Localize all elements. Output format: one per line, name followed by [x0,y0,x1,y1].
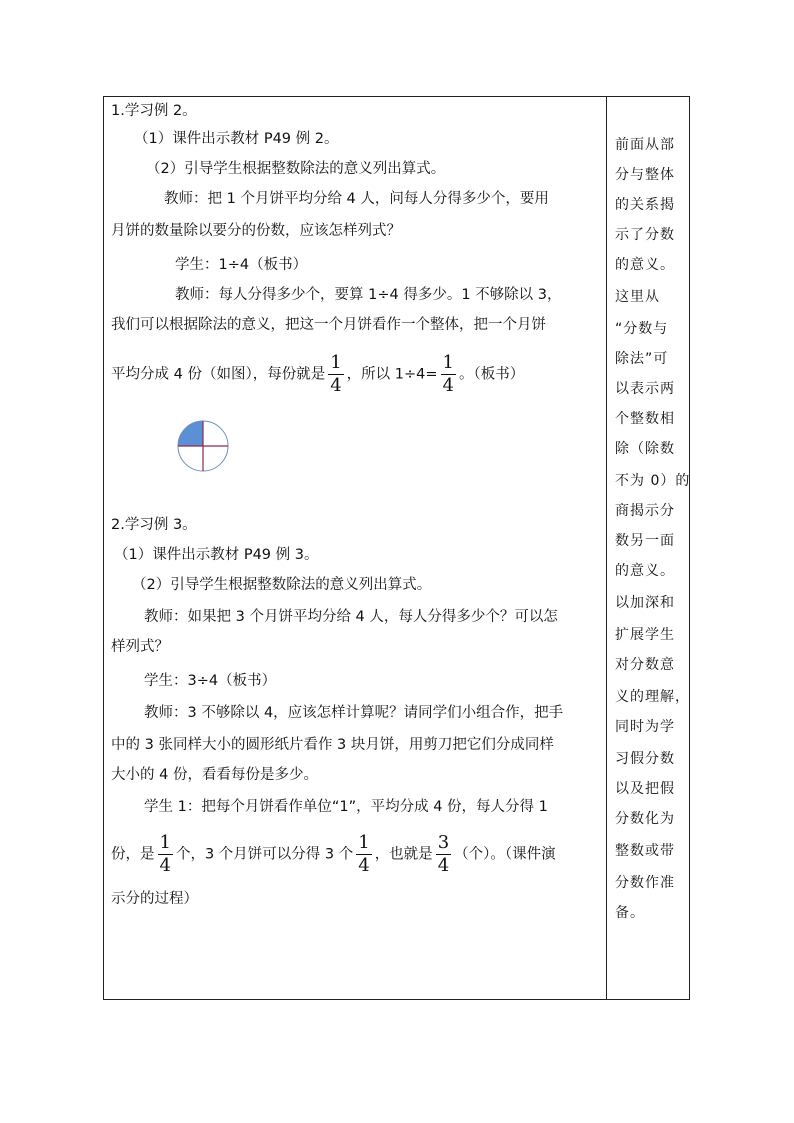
side-note-line: 以加深和 [615,595,675,611]
fraction-numerator: 1 [159,832,171,853]
side-note-line: 分数化为 [615,811,675,827]
circle-diagram-svg [176,419,230,473]
text-line: 示分的过程） [111,891,198,907]
text-line: 我们可以根据除法的意义，把这一个月饼看作一个整体，把一个月饼 [111,317,546,333]
text-segment: ，也就是 [374,846,433,863]
fraction [436,833,451,876]
fraction-denominator: 4 [330,375,342,396]
text-segment: 平均分成 4 份（如图），每份就是 [111,366,326,383]
section-1-heading: 1.学习例 2。 [111,103,197,119]
side-note-line: 整数或带 [615,843,675,859]
side-note-line: 的关系揭 [615,197,675,213]
side-note-line: 习假分数 [615,751,675,767]
fraction-numerator: 1 [358,832,370,853]
lesson-content-cell [104,97,606,999]
text-line: 样列式？ [111,639,169,655]
side-note-line: 的意义。 [615,563,675,579]
side-note-line: 扩展学生 [615,627,675,643]
text-line: 大小的 4 份，看看每份是多少。 [111,767,318,783]
circle-quarter-diagram [176,419,230,477]
side-note-line: 这里从 [615,289,660,305]
text-line: 教师：3 不够除以 4，应该怎样计算呢？请同学们小组合作，把手 [144,705,564,721]
side-note-line: 除（除数 [615,441,675,457]
side-note-line: 的意义。 [615,257,675,273]
fraction-denominator: 4 [159,855,171,876]
side-note-line: 示了分数 [615,227,675,243]
section-2-heading: 2.学习例 3。 [111,517,197,533]
side-note-cell [607,97,689,999]
text-segment: 个，3 个月饼可以分得 3 个 [175,846,354,863]
fraction-denominator: 4 [442,375,454,396]
text-line: 中的 3 张同样大小的圆形纸片看作 3 块月饼，用剪刀把它们分成同样 [111,737,554,753]
text-line: 学生：3÷4（板书） [144,673,277,689]
text-line-with-fractions [111,353,524,396]
side-note-line: 个整数相 [615,411,675,427]
text-line: 教师：如果把 3 个月饼平均分给 4 人，每人分得多少个？可以怎 [144,609,558,625]
text-line: 学生：1÷4（板书） [175,257,308,273]
text-line: 学生 1：把每个月饼看作单位“1”，平均分成 4 份，每人分得 1 [144,799,548,815]
side-note-line: 商揭示分 [615,503,675,519]
fraction-denominator: 4 [358,855,370,876]
side-note-line: 义的理解， [615,689,690,705]
side-note-line: 分与整体 [615,167,675,183]
fraction-numerator: 3 [437,832,450,853]
fraction-numerator: 1 [330,352,342,373]
side-note-line: 前面从部 [615,137,675,153]
lesson-table [103,96,690,1000]
text-line: （1）课件出示教材 P49 例 2。 [134,131,339,147]
side-note-line: 同时为学 [615,719,675,735]
side-note-line: 除法”可 [615,351,669,367]
fraction [356,833,371,876]
side-note-line: 对分数意 [615,657,675,673]
text-segment: 份，是 [111,846,155,863]
side-note-line: 数另一面 [615,533,675,549]
text-line: 教师：把 1 个月饼平均分给 4 人，问每人分得多少个，要用 [164,191,549,207]
side-note-line: 备。 [615,905,645,921]
side-note-line: “分数与 [615,321,669,337]
text-segment: 。（板书） [458,366,525,383]
side-note-line: 分数作准 [615,875,675,891]
text-segment: ，所以 1÷4= [346,366,438,383]
side-note-line: 以及把假 [615,781,675,797]
text-segment: （个）。（课件演 [454,846,556,863]
text-line: （2）引导学生根据整数除法的意义列出算式。 [132,577,432,593]
text-line: （2）引导学生根据整数除法的意义列出算式。 [146,161,446,177]
fraction-denominator: 4 [437,855,450,876]
side-note-line: 以表示两 [615,381,675,397]
text-line: （1）课件出示教材 P49 例 3。 [114,547,319,563]
fraction [441,353,456,396]
side-note-line: 不为 0）的 [615,473,691,489]
fraction [158,833,173,876]
fraction [328,353,343,396]
text-line-with-fractions [111,833,556,876]
text-line: 月饼的数量除以要分的份数，应该怎样列式？ [111,223,401,239]
text-line: 教师：每人分得多少个，要算 1÷4 得多少。1 不够除以 3， [175,287,562,303]
fraction-numerator: 1 [442,352,454,373]
